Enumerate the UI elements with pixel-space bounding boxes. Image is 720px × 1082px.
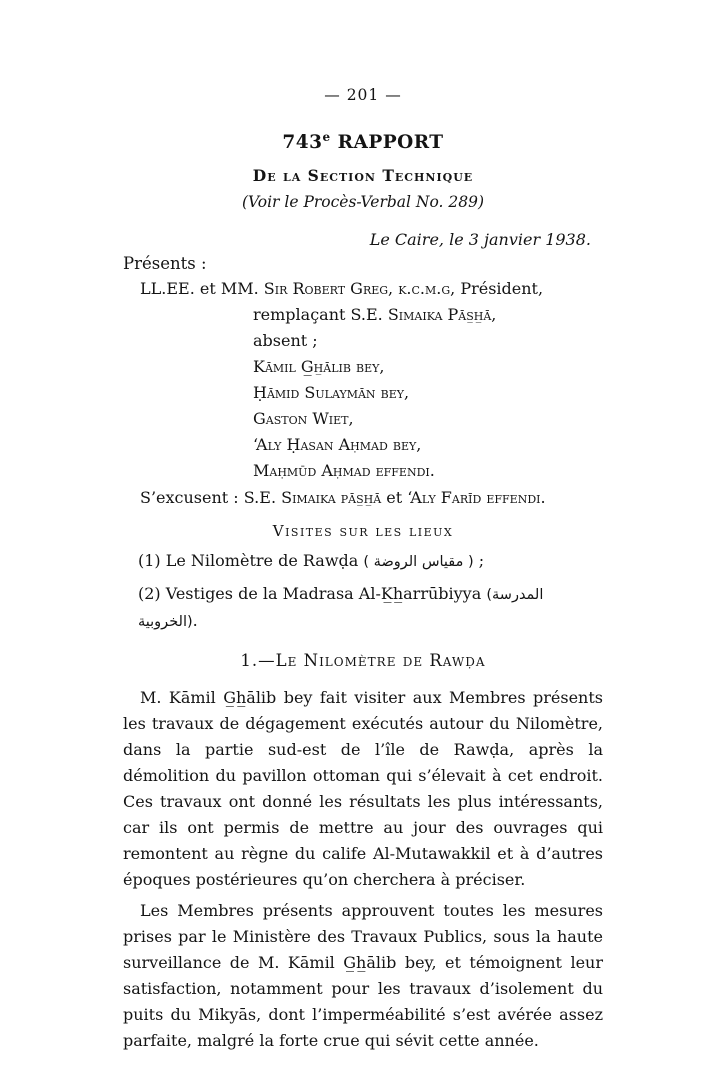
visit-punctuation: . xyxy=(192,611,198,631)
section-heading: 1.—Le Nilomètre de Rawḍa xyxy=(240,651,486,671)
attendee-name: Sir Robert Greg, k.c.m.g, xyxy=(263,279,461,299)
attendee-name-line xyxy=(123,354,603,380)
excuses-line xyxy=(123,485,603,511)
attendee-name: Kāmil G̲h̲ālib bey, xyxy=(253,357,385,377)
visit-text: Vestiges de la Madrasa Al-K̲h̲arrūbiyya xyxy=(165,584,487,604)
dateline: Le Caire, le 3 janvier 1938. xyxy=(369,230,591,250)
visits-heading: Visites sur les lieux xyxy=(272,522,454,541)
page-number: — 201 — xyxy=(324,86,402,104)
report-number-suffix: e xyxy=(322,130,331,144)
attendee-line-first xyxy=(123,276,603,302)
attendee-names-list xyxy=(123,354,603,484)
report-title-text: RAPPORT xyxy=(330,132,444,154)
visit-number: (2) xyxy=(138,584,166,604)
attendee-prefix: LL.EE. et MM. xyxy=(140,279,264,299)
attendee-name: Ḥāmid Sulaymān bey, xyxy=(253,383,410,403)
attendee-role: Président, xyxy=(460,279,544,299)
visit-number: (1) xyxy=(138,551,166,571)
attendee-name-line xyxy=(123,432,603,458)
body-paragraph: M. Kāmil G̲h̲ālib bey fait visiter aux Membres présents les travaux de dégagement exécutés autour du Nilomètre, dans la partie sud-est de l’île de Rawḍa, après la démolition du pavillon ottoman qui s’élevait à cet endroit. Ces travaux ont donné les résultats les plus intéressants, car ils ont permis de mettre au jour des ouvrages qui remontent au règne du calife Al-Mutawakkil et à d’autres époques postérieures qu’on cherchera à préciser. xyxy=(123,688,603,890)
report-title xyxy=(123,130,603,153)
excuses-conjunction: et xyxy=(381,488,408,508)
attendee-name: ‘Aly Ḥasan Aḥmad bey, xyxy=(253,435,422,455)
page-content xyxy=(123,86,603,1059)
visit-punctuation: ; xyxy=(473,551,485,571)
report-number: 743 xyxy=(282,132,323,154)
attendee-name: Simaika Pās̲h̲ā, xyxy=(387,305,497,325)
attendee-name-line xyxy=(123,380,603,406)
visit-arabic-name: ( مقياس الروضة ) xyxy=(363,554,474,571)
proces-verbal-reference: (Voir le Procès-Verbal No. 289) xyxy=(241,193,485,212)
visit-text: Le Nilomètre de Rawḍa xyxy=(165,551,364,571)
excused-name: ‘Aly Farīd effendi. xyxy=(407,488,546,508)
visit-item xyxy=(123,581,603,635)
attendee-line-continuation xyxy=(123,302,603,328)
attendee-name: Gaston Wiet, xyxy=(253,409,354,429)
attendee-name-line xyxy=(123,406,603,432)
visit-arabic-name: (المدرسة الخروبية) xyxy=(138,587,544,631)
attendee-name-line xyxy=(123,458,603,484)
presents-label: Présents : xyxy=(123,254,207,274)
excused-name: Simaika pās̲h̲ā xyxy=(281,488,382,508)
excuses-prefix: S’excusent : S.E. xyxy=(140,488,282,508)
visit-item xyxy=(123,548,603,575)
attendee-name: Maḥmūd Aḥmad effendi. xyxy=(253,461,435,481)
attendee-line-absent: absent ; xyxy=(253,331,318,351)
report-subtitle: De la Section Technique xyxy=(252,166,474,186)
attendee-continuation-text: remplaçant S.E. xyxy=(253,305,388,325)
body-paragraph: Les Membres présents approuvent toutes les mesures prises par le Ministère des Travaux Publics, sous la haute surveillance de M. Kāmil G̲h̲ālib bey, et témoignent leur satisfaction, notamment pour les travaux d’isolement du puits du Mikyās, dont l’imperméabilité s’est avérée assez parfaite, malgré la forte crue qui sévit cette année. xyxy=(123,901,603,1051)
